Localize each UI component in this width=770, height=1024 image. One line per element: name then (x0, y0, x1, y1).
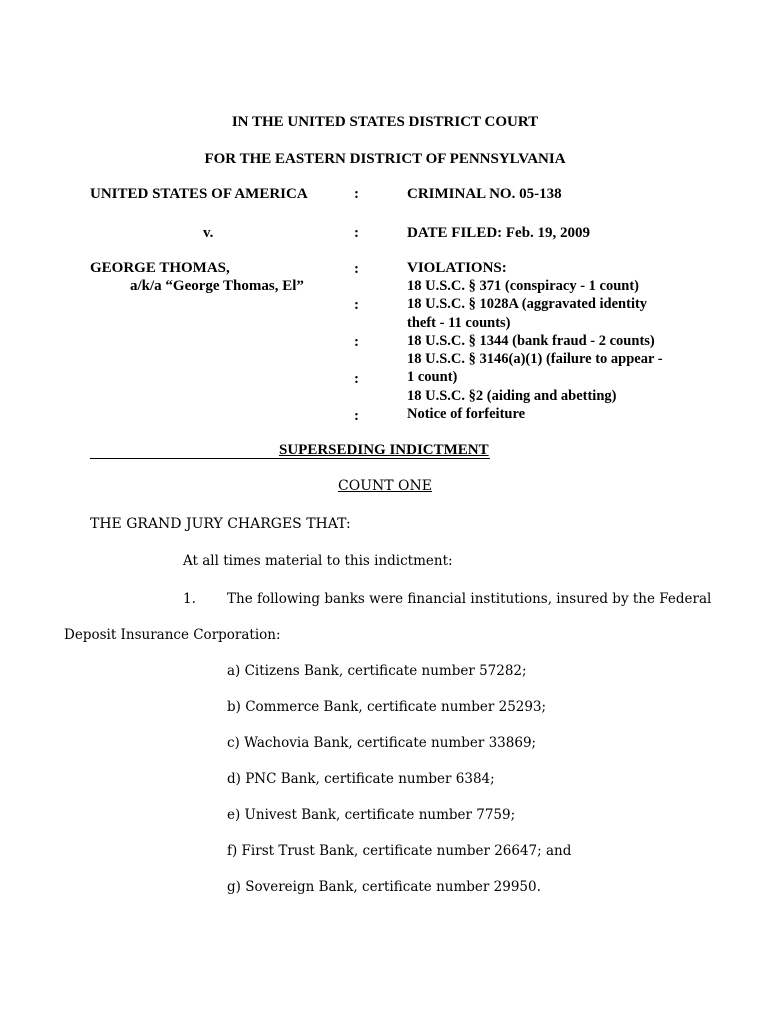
caption-colon: : (354, 408, 359, 424)
court-line-2: FOR THE EASTERN DISTRICT OF PENNSYLVANIA (204, 151, 566, 167)
charges-heading: THE GRAND JURY CHARGES THAT: (90, 516, 351, 532)
violation-line: 1 count) (407, 369, 458, 386)
date-filed: DATE FILED: Feb. 19, 2009 (407, 225, 591, 241)
court-line-1: IN THE UNITED STATES DISTRICT COURT (231, 114, 539, 130)
indictment-title: SUPERSEDING INDICTMENT (279, 442, 489, 458)
list-item: e) Univest Bank, certificate number 7759; (227, 807, 516, 823)
paragraph-number: 1. (183, 591, 196, 607)
criminal-number: CRIMINAL NO. 05-138 (407, 186, 562, 202)
paragraph-continued: Deposit Insurance Corporation: (64, 627, 281, 643)
violations-list (407, 277, 663, 423)
caption-colon: : (354, 225, 359, 241)
list-item: b) Commerce Bank, certificate number 25293; (227, 699, 547, 715)
list-item: f) First Trust Bank, certificate number 26647; and (227, 843, 572, 859)
paragraph-text: The following banks were financial institutions, insured by the Federal (227, 591, 712, 607)
list-item: a) Citizens Bank, certificate number 57282; (227, 663, 527, 679)
caption-colon: : (354, 371, 359, 387)
caption-colon: : (354, 186, 359, 202)
list-item: g) Sovereign Bank, certificate number 29950. (227, 879, 541, 895)
caption-colon: : (354, 297, 359, 313)
violation-line: 18 U.S.C. § 1344 (bank fraud - 2 counts) (407, 332, 655, 349)
caption-colon: : (354, 261, 359, 277)
violations-label: VIOLATIONS: (407, 260, 507, 276)
defendant-alias: a/k/a “George Thomas, El” (130, 278, 304, 294)
violation-line: theft - 11 counts) (407, 314, 511, 331)
defendant-name: GEORGE THOMAS, (90, 260, 230, 276)
violation-line: 18 U.S.C. § 3146(a)(1) (failure to appear - (407, 351, 663, 368)
violation-line: 18 U.S.C. § 371 (conspiracy - 1 count) (407, 278, 639, 294)
versus-label: v. (203, 225, 214, 241)
count-title: COUNT ONE (338, 478, 432, 494)
caption-colon: : (354, 334, 359, 350)
list-item: c) Wachovia Bank, certificate number 33869; (227, 735, 537, 751)
violation-line: 18 U.S.C. § 1028A (aggravated identity (407, 296, 648, 313)
plaintiff-name: UNITED STATES OF AMERICA (90, 186, 308, 202)
list-item: d) PNC Bank, certificate number 6384; (227, 771, 495, 787)
violation-line: Notice of forfeiture (407, 406, 526, 423)
violation-line: 18 U.S.C. §2 (aiding and abetting) (407, 387, 617, 404)
intro-text: At all times material to this indictment: (183, 553, 453, 569)
